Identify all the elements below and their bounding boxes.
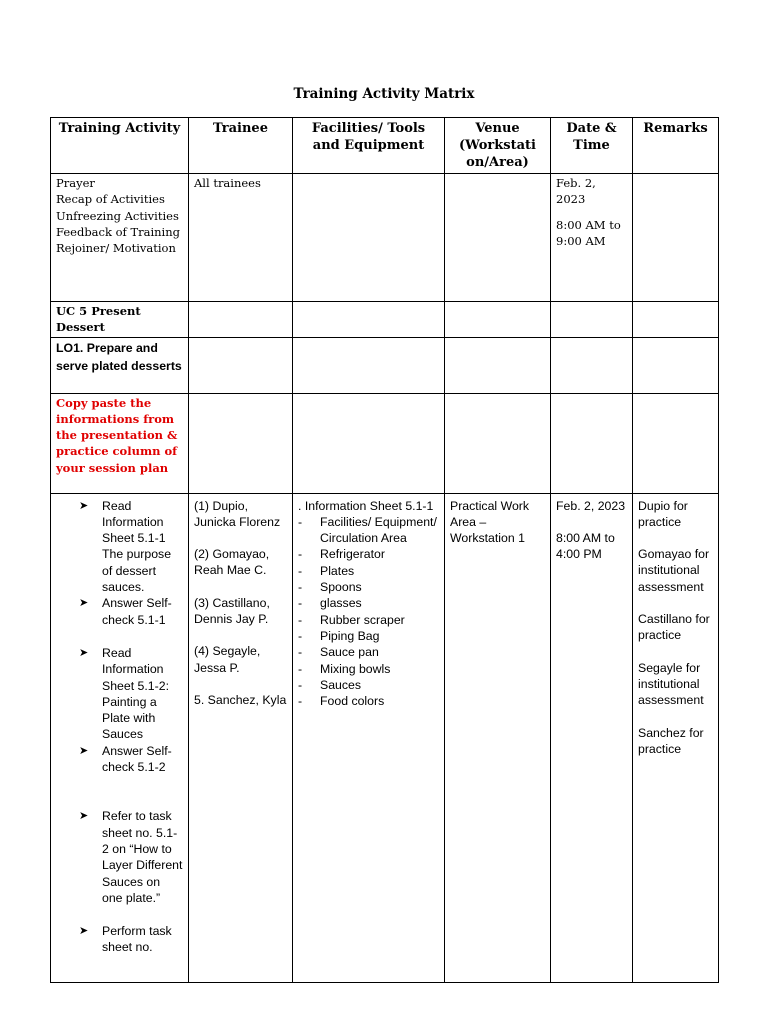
date-time-cell (551, 174, 633, 302)
header-row (51, 118, 719, 174)
header-date-time: Date & Time (551, 118, 633, 174)
venue-cell: Practical Work Area – Workstation 1 (445, 493, 551, 982)
empty-cell (551, 337, 633, 393)
remarks-cell (633, 174, 719, 302)
table-row (51, 337, 719, 393)
list-item: - Piping Bag (298, 628, 380, 643)
list-item: - Refrigerator (298, 547, 385, 562)
facilities-cell (293, 493, 445, 982)
list-item: ➤ Answer Self-check 5.1-1 (79, 596, 172, 627)
header-trainee: Trainee (189, 118, 293, 174)
empty-cell (189, 302, 293, 338)
empty-cell (293, 337, 445, 393)
activity-cell (51, 493, 189, 982)
empty-cell (633, 302, 719, 338)
trainee-name: (3) Castillano, Dennis Jay P. (194, 595, 270, 627)
venue-cell (445, 174, 551, 302)
document-title: Training Activity Matrix (293, 86, 475, 102)
empty-cell (293, 302, 445, 338)
empty-cell (189, 337, 293, 393)
remark-text: Castillano for practice (638, 612, 710, 643)
arrow-bullet-icon: ➤ (79, 925, 89, 938)
activity-item: Feedback of Training (56, 224, 180, 239)
arrow-bullet-icon: ➤ (79, 646, 89, 659)
empty-cell (293, 393, 445, 493)
activity-cell (51, 174, 189, 302)
trainee-cell: All trainees (189, 174, 293, 302)
header-training-activity: Training Activity (51, 118, 189, 174)
facilities-intro: . Information Sheet 5.1-1 (298, 498, 434, 513)
empty-cell (551, 302, 633, 338)
list-item: - Food colors (298, 694, 385, 709)
remark-text: Dupio for practice (638, 498, 688, 529)
trainee-name: (1) Dupio, Junicka Florenz (194, 498, 281, 529)
empty-cell (551, 393, 633, 493)
remark-text: Gomayao for institutional assessment (638, 547, 710, 594)
list-item: - Sauces (298, 677, 362, 692)
table-row (51, 393, 719, 493)
list-item: ➤ Read Information Sheet 5.1-2: Painting a Plate with Sauces (79, 645, 169, 742)
facilities-cell (293, 174, 445, 302)
list-item: - Plates (298, 563, 355, 578)
arrow-bullet-icon: ➤ (79, 597, 89, 610)
list-item: - Spoons (298, 580, 362, 595)
empty-cell (445, 337, 551, 393)
header-facilities: Facilities/ Tools and Equipment (293, 118, 445, 174)
table-row (51, 302, 719, 338)
empty-cell (633, 393, 719, 493)
activity-item: Recap of Activities (56, 192, 165, 207)
table-row (51, 174, 719, 302)
unit-of-competency: UC 5 Present Dessert (51, 302, 189, 338)
arrow-bullet-icon: ➤ (79, 499, 89, 512)
activity-item: Rejoiner/ Motivation (56, 241, 176, 256)
trainee-name: (2) Gomayao, Reah Mae C. (194, 547, 270, 578)
list-item: - Facilities/ Equipment/ Circulation Area (298, 514, 437, 546)
time-text: 8:00 AM to 4:00 PM (556, 530, 615, 562)
list-item: ➤ Read Information Sheet 5.1-1 The purpose of dessert sauces. (79, 498, 172, 595)
header-remarks: Remarks (633, 118, 719, 174)
date-text: Feb. 2, 2023 (556, 176, 596, 207)
arrow-bullet-icon: ➤ (79, 810, 89, 823)
empty-cell (445, 393, 551, 493)
empty-cell (189, 393, 293, 493)
list-item: ➤ Perform task sheet no. (79, 924, 172, 955)
list-item: - glasses (298, 596, 362, 611)
remark-text: Segayle for institutional assessment (638, 660, 704, 708)
arrow-bullet-icon: ➤ (79, 744, 89, 757)
remarks-cell (633, 493, 719, 982)
date-text: Feb. 2, 2023 (556, 498, 626, 513)
learning-outcome: LO1. Prepare and serve plated desserts (51, 337, 189, 393)
list-item: - Sauce pan (298, 645, 379, 660)
list-item: - Rubber scraper (298, 612, 405, 627)
header-venue: Venue (Workstati on/Area) (445, 118, 551, 174)
activity-item: Prayer (56, 176, 95, 190)
table-row (51, 493, 719, 982)
time-text: 8:00 AM to 9:00 AM (556, 217, 621, 248)
date-time-cell (551, 493, 633, 982)
list-item: - Mixing bowls (298, 661, 391, 676)
trainee-name: (4) Segayle, Jessa P. (194, 644, 261, 675)
instruction-note: Copy paste the informations from the presentation & practice column of your session plan (51, 393, 189, 493)
activity-item: Unfreezing Activities (56, 208, 179, 223)
list-item: ➤ Answer Self-check 5.1-2 (79, 743, 172, 775)
remark-text: Sanchez for practice (638, 725, 704, 756)
trainee-name: 5. Sanchez, Kyla (194, 692, 287, 707)
list-item: ➤ Refer to task sheet no. 5.1-2 on “How to Layer Different Sauces on one plate.” (79, 809, 183, 905)
trainees-cell (189, 493, 293, 982)
empty-cell (445, 302, 551, 338)
empty-cell (633, 337, 719, 393)
training-activity-table (50, 117, 719, 983)
